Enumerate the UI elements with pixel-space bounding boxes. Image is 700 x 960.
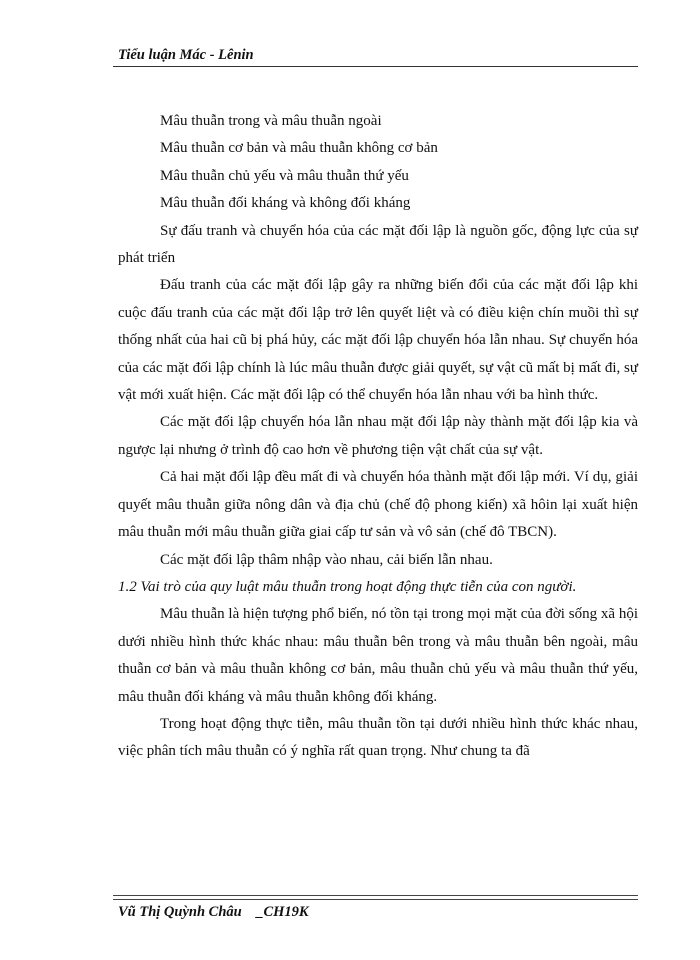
paragraph: Các mặt đối lập chuyển hóa lẫn nhau mặt đối lập này thành mặt đối lập kia và ngược lại nhưng ở trình độ cao hơn về phương tiện vật chất của sự vật. bbox=[118, 414, 638, 458]
list-item: Mâu thuẫn chủ yếu và mâu thuẫn thứ yếu bbox=[160, 167, 409, 184]
list-item: Mâu thuẫn trong và mâu thuẫn ngoài bbox=[160, 113, 382, 129]
list-item: Mâu thuẫn cơ bản và mâu thuẫn không cơ bản bbox=[160, 140, 438, 157]
footer-rule bbox=[113, 895, 638, 896]
section-heading: 1.2 Vai trò của quy luật mâu thuẫn trong hoạt động thực tiễn của con người. bbox=[118, 578, 577, 595]
paragraph: Mâu thuẫn là hiện tượng phổ biến, nó tồn tại trong mọi mặt của đời sống xã hội dưới nhiều hình thức khác nhau: mâu thuẫn bên trong và mâu thuẫn bên ngoài, mâu thuẫn cơ bản và mâu thuẫn không cơ bản, mâu thuẫn chủ yếu và mâu thuẫn thứ yếu, mâu thuẫn đối kháng và mâu thuẫn không đối kháng. bbox=[118, 606, 638, 705]
paragraph: Cả hai mặt đối lập đều mất đi và chuyển hóa thành mặt đối lập mới. Ví dụ, giải quyết mâu thuẫn giữa nông dân và địa chủ (chế độ phong kiến) xã hôin lại xuất hiện mâu thuẫn mới mâu thuẫn giữa giai cấp tư sản và vô sản (chế đô TBCN). bbox=[118, 469, 638, 541]
contradiction-types-list bbox=[118, 108, 638, 218]
document-body bbox=[118, 108, 638, 766]
paragraph: Các mặt đối lập thâm nhập vào nhau, cải biến lẫn nhau. bbox=[160, 551, 493, 568]
header-rule bbox=[113, 66, 638, 67]
footer-author: Vũ Thị Quỳnh Châu _CH19K bbox=[118, 904, 309, 920]
paragraph: Trong hoạt động thực tiễn, mâu thuẫn tồn tại dưới nhiều hình thức khác nhau, việc phân tích mâu thuẫn có ý nghĩa rất quan trọng. Như chung ta đã bbox=[118, 715, 638, 760]
paragraph: Sự đấu tranh và chuyển hóa của các mặt đối lập là nguồn gốc, động lực của sự phát triển bbox=[118, 222, 638, 267]
paragraph: Đấu tranh của các mặt đối lập gây ra những biến đổi của các mặt đối lập khi cuộc đấu tranh của các mặt đối lập trở lên quyết liệt và có điều kiện chín muồi thì sự thống nhất của hai cũ bị phá hủy, các mặt đối lập chuyển hóa lẫn nhau. Sự chuyển hóa của các mặt đối lập chính là lúc mâu thuẫn được giải quyết, sự vật cũ mất bị mất đi, sự vật mới xuất hiện. Các mặt đối lập có thể chuyển hóa lẫn nhau với ba hình thức. bbox=[118, 277, 638, 404]
list-item: Mâu thuẫn đối kháng và không đối kháng bbox=[160, 195, 411, 212]
page-header-title: Tiểu luận Mác - Lênin bbox=[118, 47, 254, 63]
footer-rule-double bbox=[113, 899, 638, 900]
